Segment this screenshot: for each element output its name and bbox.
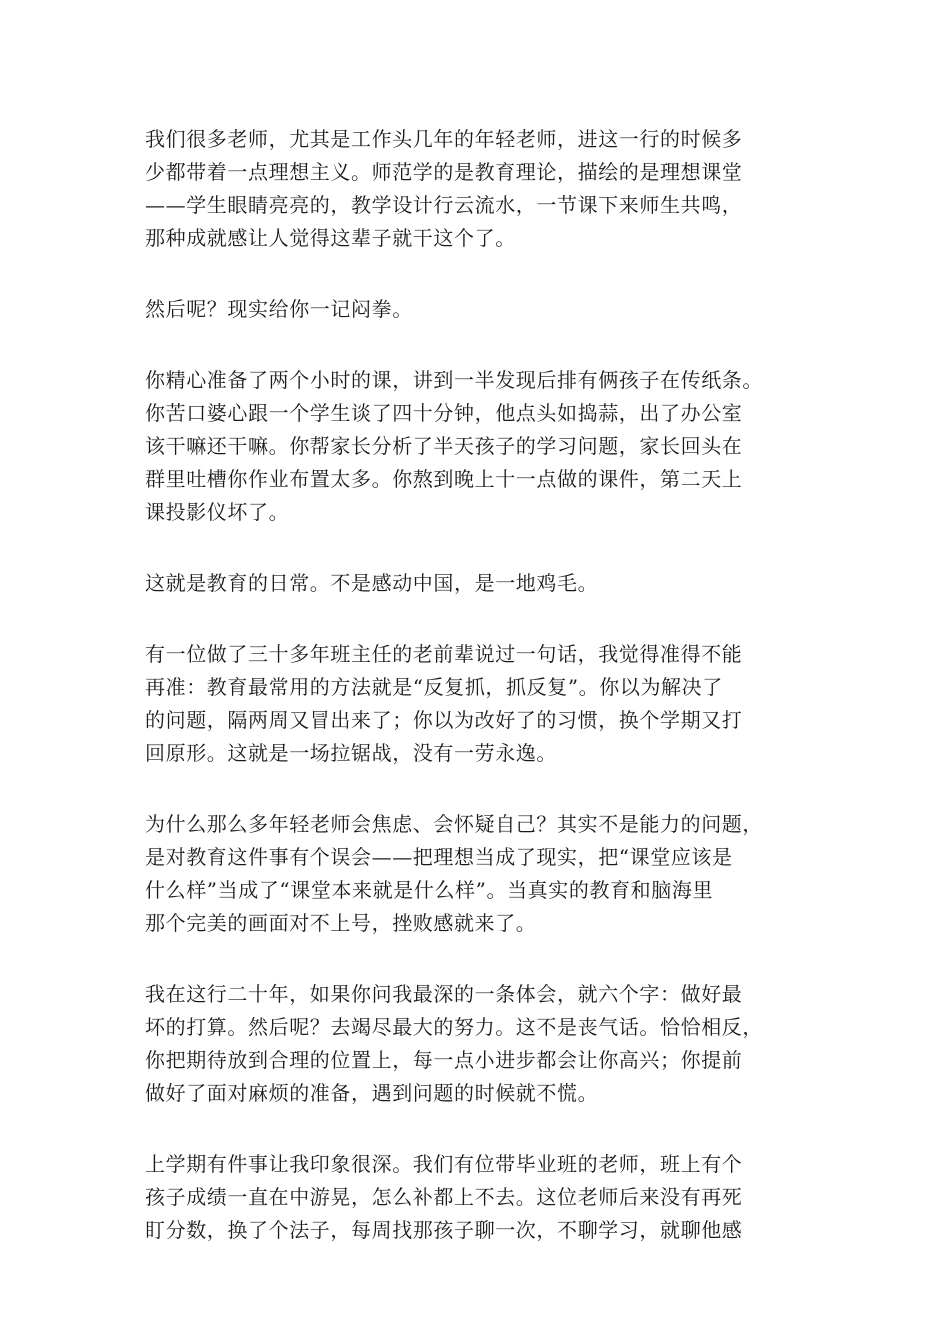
text-line: 那种成就感让人觉得这辈子就干这个了。 bbox=[145, 226, 516, 250]
text-line: 为什么那么多年轻老师会焦虑、会怀疑自己？其实不是能力的问题， bbox=[145, 812, 763, 836]
text-line: 有一位做了三十多年班主任的老前辈说过一句话，我觉得准得不能 bbox=[145, 642, 743, 666]
text-line: 回原形。这就是一场拉锯战，没有一劳永逸。 bbox=[145, 741, 557, 765]
paragraph-6 bbox=[145, 808, 810, 940]
text-line: 该干嘛还干嘛。你帮家长分析了半天孩子的学习问题，家长回头在 bbox=[145, 434, 743, 458]
text-line: 坏的打算。然后呢？去竭尽最大的努力。这不是丧气话。恰恰相反， bbox=[145, 1015, 763, 1039]
text-line: 做好了面对麻烦的准备，遇到问题的时候就不慌。 bbox=[145, 1081, 599, 1105]
text-line: 你精心准备了两个小时的课，讲到一半发现后排有俩孩子在传纸条。 bbox=[145, 368, 763, 392]
article-body bbox=[145, 123, 810, 1285]
paragraph-3 bbox=[145, 364, 810, 529]
paragraph-1 bbox=[145, 123, 810, 255]
text-line: 是对教育这件事有个误会——把理想当成了现实，把“课堂应该是 bbox=[145, 845, 733, 869]
text-line: ——学生眼睛亮亮的，教学设计行云流水，一节课下来师生共鸣， bbox=[145, 193, 743, 217]
text-line: 上学期有件事让我印象很深。我们有位带毕业班的老师，班上有个 bbox=[145, 1152, 743, 1176]
text-line: 少都带着一点理想主义。师范学的是教育理论，描绘的是理想课堂 bbox=[145, 160, 743, 184]
text-line: 群里吐槽你作业布置太多。你熬到晚上十一点做的课件，第二天上 bbox=[145, 467, 743, 491]
text-line: 的问题，隔两周又冒出来了；你以为改好了的习惯，换个学期又打 bbox=[145, 708, 743, 732]
paragraph-7 bbox=[145, 978, 810, 1110]
text-line: 这就是教育的日常。不是感动中国，是一地鸡毛。 bbox=[145, 571, 599, 595]
text-line: 盯分数，换了个法子，每周找那孩子聊一次，不聊学习，就聊他感 bbox=[145, 1218, 743, 1242]
text-line: 再准：教育最常用的方法就是“反复抓，抓反复”。你以为解决了 bbox=[145, 675, 723, 699]
paragraph-4 bbox=[145, 567, 810, 600]
paragraph-5 bbox=[145, 638, 810, 770]
text-line: 你苦口婆心跟一个学生谈了四十分钟，他点头如捣蒜，出了办公室 bbox=[145, 401, 743, 425]
text-line: 课投影仪坏了。 bbox=[145, 500, 290, 524]
text-line: 然后呢？现实给你一记闷拳。 bbox=[145, 297, 413, 321]
paragraph-2 bbox=[145, 293, 810, 326]
paragraph-8 bbox=[145, 1148, 810, 1247]
text-line: 你把期待放到合理的位置上，每一点小进步都会让你高兴；你提前 bbox=[145, 1048, 743, 1072]
text-line: 我们很多老师，尤其是工作头几年的年轻老师，进这一行的时候多 bbox=[145, 127, 743, 151]
text-line: 孩子成绩一直在中游晃，怎么补都上不去。这位老师后来没有再死 bbox=[145, 1185, 743, 1209]
text-line: 什么样”当成了“课堂本来就是什么样”。当真实的教育和脑海里 bbox=[145, 878, 714, 902]
text-line: 我在这行二十年，如果你问我最深的一条体会，就六个字：做好最 bbox=[145, 982, 743, 1006]
text-line: 那个完美的画面对不上号，挫败感就来了。 bbox=[145, 911, 537, 935]
